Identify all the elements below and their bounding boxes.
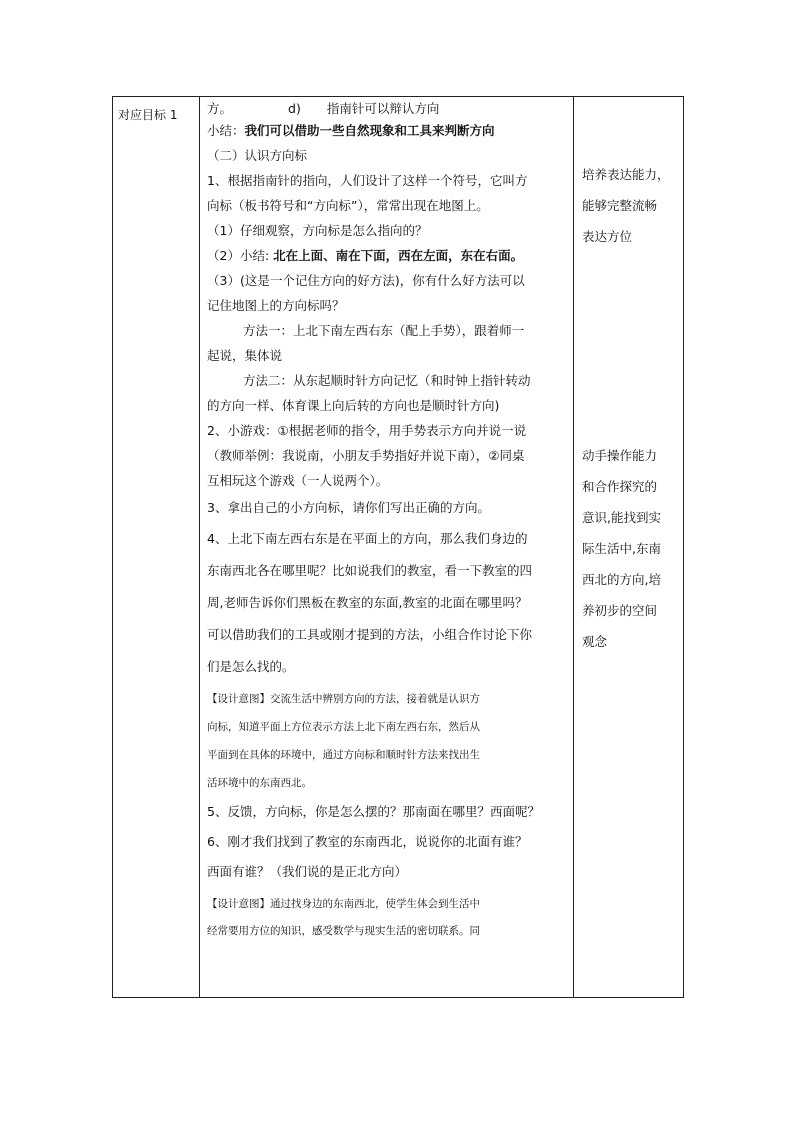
method-line: 起说，集体说 — [207, 348, 283, 363]
teaching-content — [200, 97, 573, 945]
paragraph-line: 周,老师告诉你们黑板在教室的东面,教室的北面在哪里吗？ — [207, 595, 528, 610]
line-compass: 方。 d) 指南针可以辩认方向 — [207, 101, 440, 116]
design-intent-line: 平面到在具体的环境中，通过方向标和顺时针方法来找出生 — [207, 749, 480, 761]
question-line: （3）(这是一个记住方向的好方法)，你有什么好方法可以 — [207, 273, 525, 288]
paragraph-line: 向标（板书符号和“方向标”），常常出现在地图上。 — [207, 198, 489, 213]
design-intent-line: 活环境中的东南西北。 — [207, 777, 312, 789]
paragraph-line: 东南西北各在哪里呢？比如说我们的教室，看一下教室的四 — [207, 563, 533, 578]
game-line: 互相玩这个游戏（一人说两个）。 — [207, 473, 389, 488]
paragraph-line: 4、上北下南左西右东是在平面上的方向，那么我们身边的 — [207, 531, 528, 546]
table-row — [113, 97, 684, 998]
goal-cell — [574, 97, 684, 998]
method-line: 的方向一样、体育课上向后转的方向也是顺时针方向) — [207, 398, 500, 413]
game-line: （教师举例：我说南，小朋友手势指好并说下南），②同桌 — [207, 448, 525, 463]
paragraph-line: 们是怎么找的。 — [207, 659, 295, 674]
lesson-plan-table — [112, 96, 684, 998]
design-intent-line: 【设计意图】交流生活中辨别方向的方法，接着就是认识方 — [207, 693, 480, 705]
method-line: 方法二：从东起顺时针方向记忆（和时钟上指针转动 — [243, 373, 531, 388]
design-intent-line: 经常要用方位的知识，感受数学与现实生活的密切联系。同 — [207, 925, 480, 937]
paragraph-line: 西面有谁？（我们说的是正北方向） — [207, 864, 408, 879]
summary-line: 小结：我们可以借助一些自然现象和工具来判断方向 — [207, 123, 495, 138]
paragraph-line: 6、刚才我们找到了教室的东南西北，说说你的北面有谁？ — [207, 834, 528, 849]
question-line: 记住地图上的方向标吗？ — [207, 298, 345, 313]
target-label: 对应目标 1 — [118, 108, 178, 122]
target-cell — [113, 97, 200, 998]
paragraph-line: 可以借助我们的工具或刚才提到的方法，小组合作讨论下你 — [207, 627, 533, 642]
method-line: 方法一：上北下南左西右东（配上手势），跟着师一 — [243, 323, 525, 338]
design-intent-line: 向标，知道平面上方位表示方法上北下南左西右东，然后从 — [207, 721, 480, 733]
goal-block-expression: 培养表达能力， 能够完整流畅 表达方位 — [582, 167, 670, 244]
goal-block-operation: 动手操作能力 和合作探究的 意识,能找到实 际生活中,东南 西北的方向,培 养初步的空间 观念 — [582, 448, 661, 649]
paragraph-line: 1、根据指南针的指向，人们设计了这样一个符号，它叫方 — [207, 173, 528, 188]
content-cell — [200, 97, 574, 998]
paragraph-line: 5、反馈，方向标，你是怎么摆的？那南面在哪里？西面呢？ — [207, 804, 540, 819]
section-heading: （二）认识方向标 — [207, 148, 308, 163]
summary-line-2: （2）小结: 北在上面、南在下面，西在左面，东在右面。 — [207, 248, 524, 263]
question-line: （1）仔细观察，方向标是怎么指向的？ — [207, 223, 428, 238]
design-intent-line: 【设计意图】通过找身边的东南西北，使学生体会到生活中 — [207, 898, 480, 910]
paragraph-line: 3、拿出自己的小方向标，请你们写出正确的方向。 — [207, 500, 490, 515]
game-line: 2、小游戏：①根据老师的指令，用手势表示方向并说一说 — [207, 423, 527, 438]
